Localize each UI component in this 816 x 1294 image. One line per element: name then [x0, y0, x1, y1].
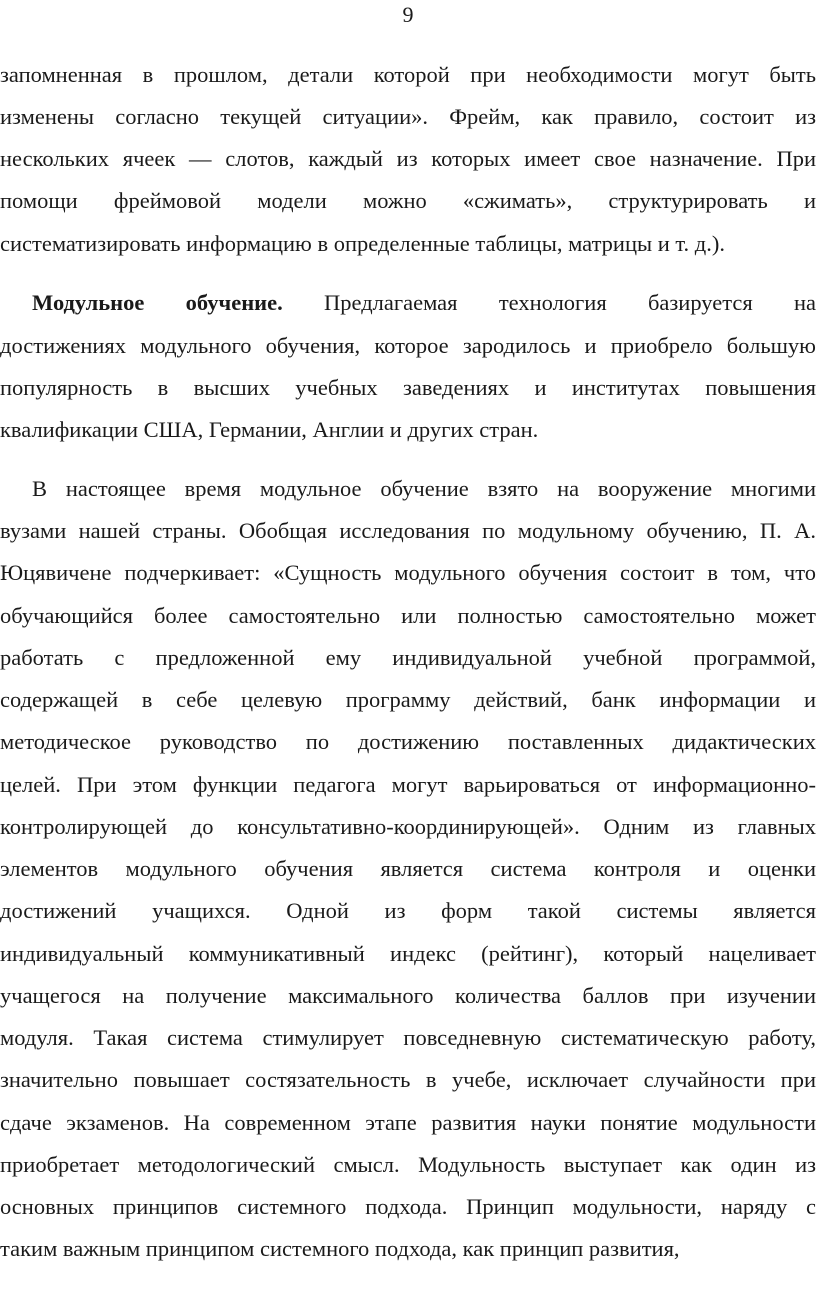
- text-line: достижениях модульного обучения, которое зародилось и приобрело большую: [0, 333, 816, 358]
- text-line: изменены согласно текущей ситуации». Фрейм, как правило, состоит из: [0, 104, 816, 129]
- text-line: учащегося на получение максимального количества баллов при изучении: [0, 983, 816, 1008]
- text-line: обучающийся более самостоятельно или полностью самостоятельно может: [0, 603, 816, 628]
- text-line: помощи фреймовой модели можно «сжимать», структурировать и: [0, 188, 816, 213]
- text-line: контролирующей до консультативно-координирующей». Одним из главных: [0, 814, 816, 839]
- text-line: сдаче экзаменов. На современном этапе развития науки понятие модульности: [0, 1110, 816, 1135]
- text-line: Предлагаемая технология базируется на: [324, 290, 816, 315]
- text-line: значительно повышает состязательность в учебе, исключает случайности при: [0, 1067, 816, 1092]
- text-line: систематизировать информацию в определенные таблицы, матрицы и т. д.).: [0, 231, 725, 256]
- text-line: индивидуальный коммуникативный индекс (рейтинг), который нацеливает: [0, 941, 816, 966]
- text-line: В настоящее время модульное обучение взято на вооружение многими: [32, 476, 816, 501]
- text-line: таким важным принципом системного подхода, как принцип развития,: [0, 1236, 680, 1261]
- text-line: популярность в высших учебных заведениях и институтах повышения: [0, 375, 816, 400]
- text-line: содержащей в себе целевую программу действий, банк информации и: [0, 687, 816, 712]
- text-line: целей. При этом функции педагога могут варьироваться от информационно-: [0, 772, 816, 797]
- text-line: нескольких ячеек — слотов, каждый из которых имеет свое назначение. При: [0, 146, 816, 171]
- text-line: основных принципов системного подхода. Принцип модульности, наряду с: [0, 1194, 816, 1219]
- text-line: Юцявичене подчеркивает: «Сущность модульного обучения состоит в том, что: [0, 560, 816, 585]
- text-line-with-heading: [0, 283, 816, 323]
- text-line: квалификации США, Германии, Англии и других стран.: [0, 417, 539, 442]
- page-number: 9: [402, 2, 414, 27]
- section-heading: Модульное обучение.: [32, 290, 283, 315]
- text-line: методическое руководство по достижению поставленных дидактических: [0, 729, 816, 754]
- text-line: вузами нашей страны. Обобщая исследования по модульному обучению, П. А.: [0, 518, 816, 543]
- text-line: элементов модульного обучения является система контроля и оценки: [0, 856, 816, 881]
- text-line: достижений учащихся. Одной из форм такой системы является: [0, 898, 816, 923]
- text-line: приобретает методологический смысл. Модульность выступает как один из: [0, 1152, 816, 1177]
- text-line: работать с предложенной ему индивидуальной учебной программой,: [0, 645, 816, 670]
- text-line: модуля. Такая система стимулирует повседневную систематическую работу,: [0, 1025, 816, 1050]
- text-line: запомненная в прошлом, детали которой при необходимости могут быть: [0, 62, 816, 87]
